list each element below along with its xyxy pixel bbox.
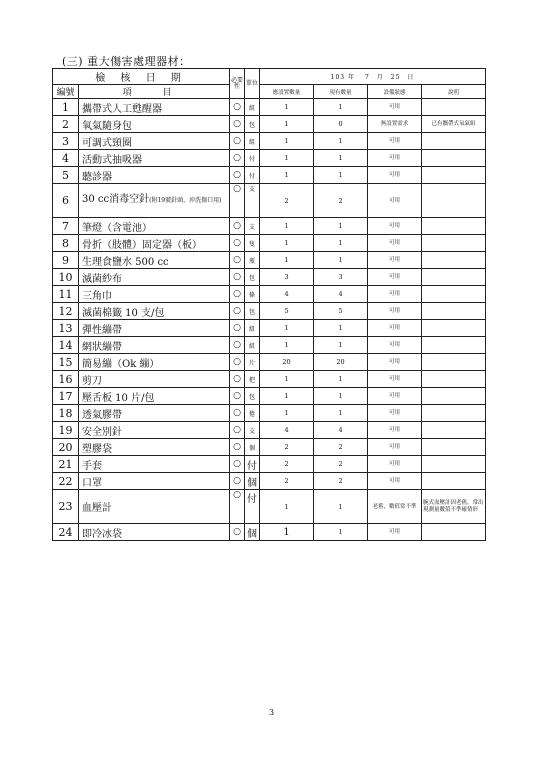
should-qty: 1 <box>260 371 314 388</box>
should-qty: 1 <box>260 490 314 524</box>
remark-cell <box>422 337 486 354</box>
table-row <box>53 218 486 235</box>
item-name: 壓舌板 10 片/包 <box>79 388 230 405</box>
should-qty: 1 <box>260 116 314 133</box>
status-cell: 可用 <box>368 456 422 473</box>
status-cell: 可用 <box>368 303 422 320</box>
unit-cell: 包 <box>245 116 260 133</box>
unit-cell: 付 <box>245 456 260 473</box>
table-row <box>53 99 486 116</box>
current-qty: 1 <box>314 320 368 337</box>
row-number: 13 <box>53 320 79 337</box>
status-cell: 可用 <box>368 320 422 337</box>
remark-cell <box>422 286 486 303</box>
item-header: 項 目 <box>79 85 230 99</box>
status-cell: 可用 <box>368 286 422 303</box>
current-qty: 1 <box>314 99 368 116</box>
required-mark: ○ <box>230 337 245 354</box>
remark-cell <box>422 184 486 218</box>
remark-cell <box>422 439 486 456</box>
section-heading: (三) 重大傷害處理器材： <box>62 55 191 68</box>
row-number: 7 <box>53 218 79 235</box>
status-cell: 可用 <box>368 99 422 116</box>
required-mark: ○ <box>230 99 245 116</box>
remark-cell <box>422 269 486 286</box>
item-name: 剪刀 <box>79 371 230 388</box>
unit-cell: 支 <box>245 218 260 235</box>
table-row <box>53 303 486 320</box>
status-cell: 可用 <box>368 388 422 405</box>
required-mark: ○ <box>230 150 245 167</box>
row-number: 5 <box>53 167 79 184</box>
required-mark: ○ <box>230 388 245 405</box>
current-qty: 1 <box>314 524 368 541</box>
required-mark: ○ <box>230 286 245 303</box>
should-qty: 5 <box>260 303 314 320</box>
status-cell: 可用 <box>368 439 422 456</box>
required-header: 必要性 <box>230 69 245 99</box>
item-name: 聽診器 <box>79 167 230 184</box>
remark-cell <box>422 235 486 252</box>
inspection-date: 103 年 7 月 25 日 <box>260 69 486 85</box>
item-name-note: (附19號針頭，沖洗傷口用) <box>149 197 222 204</box>
row-number: 18 <box>53 405 79 422</box>
number-header: 編號 <box>53 85 79 99</box>
remark-cell: 腕式血壓計因老舊，常出現測量數值不準確情形 <box>422 490 486 524</box>
current-qty: 2 <box>314 184 368 218</box>
current-qty: 2 <box>314 473 368 490</box>
table-row <box>53 388 486 405</box>
should-qty: 2 <box>260 473 314 490</box>
should-qty: 1 <box>260 320 314 337</box>
row-number: 17 <box>53 388 79 405</box>
remark-cell <box>422 524 486 541</box>
required-mark: ○ <box>230 490 245 524</box>
current-qty: 1 <box>314 218 368 235</box>
current-qty: 5 <box>314 303 368 320</box>
required-mark: ○ <box>230 167 245 184</box>
item-name: 三角巾 <box>79 286 230 303</box>
item-name: 網狀繃帶 <box>79 337 230 354</box>
current-qty: 2 <box>314 456 368 473</box>
current-qty: 4 <box>314 286 368 303</box>
status-cell: 老舊，數值常不準 <box>368 490 422 524</box>
item-name: 簡易繃（Ok 繃） <box>79 354 230 371</box>
status-cell: 可用 <box>368 405 422 422</box>
item-name: 彈性繃帶 <box>79 320 230 337</box>
status-cell: 可用 <box>368 524 422 541</box>
row-number: 10 <box>53 269 79 286</box>
table-row <box>53 269 486 286</box>
row-number: 19 <box>53 422 79 439</box>
unit-cell: 片 <box>245 354 260 371</box>
current-qty: 2 <box>314 439 368 456</box>
current-qty: 1 <box>314 252 368 269</box>
required-mark: ○ <box>230 456 245 473</box>
should-qty: 1 <box>260 150 314 167</box>
table-row <box>53 422 486 439</box>
table-row <box>53 337 486 354</box>
unit-cell: 支 <box>245 184 260 218</box>
table-row <box>53 252 486 269</box>
row-number: 3 <box>53 133 79 150</box>
status-cell: 可用 <box>368 133 422 150</box>
status-cell: 可用 <box>368 354 422 371</box>
remark-cell <box>422 456 486 473</box>
item-name: 透氣膠帶 <box>79 405 230 422</box>
current-qty: 1 <box>314 167 368 184</box>
item-name: 活動式抽吸器 <box>79 150 230 167</box>
status-cell: 可用 <box>368 167 422 184</box>
table-row <box>53 354 486 371</box>
unit-cell: 條 <box>245 286 260 303</box>
should-qty: 4 <box>260 286 314 303</box>
current-qty: 3 <box>314 269 368 286</box>
remark-cell <box>422 218 486 235</box>
current-qty: 1 <box>314 371 368 388</box>
current-qty: 1 <box>314 133 368 150</box>
remark-cell <box>422 473 486 490</box>
should-qty: 2 <box>260 439 314 456</box>
unit-cell: 付 <box>245 167 260 184</box>
status-cell: 可用 <box>368 252 422 269</box>
table-row <box>53 150 486 167</box>
row-number: 4 <box>53 150 79 167</box>
current-qty: 1 <box>314 490 368 524</box>
row-number: 12 <box>53 303 79 320</box>
unit-header: 單位 <box>245 69 260 99</box>
row-number: 6 <box>53 184 79 218</box>
unit-cell: 組 <box>245 320 260 337</box>
row-number: 14 <box>53 337 79 354</box>
required-mark: ○ <box>230 473 245 490</box>
item-name: 滅菌紗布 <box>79 269 230 286</box>
should-qty: 2 <box>260 456 314 473</box>
current-qty: 1 <box>314 405 368 422</box>
row-number: 20 <box>53 439 79 456</box>
status-cell: 可用 <box>368 337 422 354</box>
should-qty: 1 <box>260 167 314 184</box>
current-qty: 1 <box>314 388 368 405</box>
item-name: 生理食鹽水 500 cc <box>79 252 230 269</box>
remark-cell <box>422 303 486 320</box>
table-row <box>53 116 486 133</box>
remark-cell <box>422 371 486 388</box>
should-qty: 1 <box>260 405 314 422</box>
required-mark: ○ <box>230 320 245 337</box>
check-date-header: 檢 核 日 期 <box>53 69 230 85</box>
required-mark: ○ <box>230 218 245 235</box>
status-cell: 可用 <box>368 422 422 439</box>
required-mark: ○ <box>230 405 245 422</box>
item-name: 筆燈（含電池） <box>79 218 230 235</box>
remark-cell <box>422 252 486 269</box>
remark-cell <box>422 422 486 439</box>
required-mark: ○ <box>230 252 245 269</box>
should-qty-header: 應設置數量 <box>260 85 314 99</box>
row-number: 22 <box>53 473 79 490</box>
required-mark: ○ <box>230 269 245 286</box>
item-name: 血壓計 <box>79 490 230 524</box>
status-cell: 可用 <box>368 235 422 252</box>
table-row <box>53 405 486 422</box>
required-mark: ○ <box>230 439 245 456</box>
item-name: 安全別針 <box>79 422 230 439</box>
remark-cell <box>422 354 486 371</box>
item-name-cell <box>79 184 230 218</box>
should-qty: 2 <box>260 184 314 218</box>
remark-cell <box>422 99 486 116</box>
should-qty: 1 <box>260 337 314 354</box>
status-header: 設備狀態 <box>368 85 422 99</box>
current-qty: 1 <box>314 337 368 354</box>
should-qty: 1 <box>260 388 314 405</box>
unit-cell: 付 <box>245 150 260 167</box>
item-name: 攜帶式人工甦醒器 <box>79 99 230 116</box>
row-number: 21 <box>53 456 79 473</box>
remark-cell <box>422 133 486 150</box>
table-row <box>53 320 486 337</box>
unit-cell: 瓶 <box>245 252 260 269</box>
required-mark: ○ <box>230 371 245 388</box>
item-name: 即冷冰袋 <box>79 524 230 541</box>
should-qty: 20 <box>260 354 314 371</box>
unit-cell: 付 <box>245 490 260 524</box>
status-cell: 可用 <box>368 371 422 388</box>
row-number: 1 <box>53 99 79 116</box>
row-number: 8 <box>53 235 79 252</box>
remark-cell <box>422 167 486 184</box>
remark-cell <box>422 320 486 337</box>
required-mark: ○ <box>230 524 245 541</box>
unit-cell: 包 <box>245 388 260 405</box>
current-qty: 1 <box>314 150 368 167</box>
table-row <box>53 167 486 184</box>
required-mark: ○ <box>230 116 245 133</box>
unit-cell: 個 <box>245 524 260 541</box>
required-mark: ○ <box>230 354 245 371</box>
table-row <box>53 439 486 456</box>
item-name: 骨折（肢體）固定器（板） <box>79 235 230 252</box>
table-row <box>53 456 486 473</box>
current-qty: 4 <box>314 422 368 439</box>
remark-cell <box>422 405 486 422</box>
remark-cell <box>422 388 486 405</box>
should-qty: 1 <box>260 252 314 269</box>
should-qty: 1 <box>260 133 314 150</box>
table-row <box>53 286 486 303</box>
unit-cell: 捲 <box>245 405 260 422</box>
remark-cell <box>422 150 486 167</box>
item-name: 氧氣隨身包 <box>79 116 230 133</box>
item-name: 手套 <box>79 456 230 473</box>
remark-cell: 已有攜帶式氧氣組 <box>422 116 486 133</box>
should-qty: 1 <box>260 218 314 235</box>
row-number: 9 <box>53 252 79 269</box>
row-number: 15 <box>53 354 79 371</box>
row-number: 24 <box>53 524 79 541</box>
unit-cell: 把 <box>245 371 260 388</box>
current-qty: 1 <box>314 235 368 252</box>
table-row <box>53 524 486 541</box>
status-cell: 可用 <box>368 184 422 218</box>
unit-cell: 組 <box>245 337 260 354</box>
unit-cell: 包 <box>245 303 260 320</box>
unit-cell: 隻 <box>245 235 260 252</box>
row-number: 23 <box>53 490 79 524</box>
status-cell: 可用 <box>368 269 422 286</box>
table-row <box>53 490 486 524</box>
unit-cell: 支 <box>245 422 260 439</box>
required-mark: ○ <box>230 184 245 218</box>
row-number: 16 <box>53 371 79 388</box>
status-cell: 無設置需求 <box>368 116 422 133</box>
row-number: 11 <box>53 286 79 303</box>
status-cell: 可用 <box>368 218 422 235</box>
status-cell: 可用 <box>368 150 422 167</box>
status-cell: 可用 <box>368 473 422 490</box>
row-number: 2 <box>53 116 79 133</box>
current-qty: 0 <box>314 116 368 133</box>
current-qty-header: 現有數量 <box>314 85 368 99</box>
should-qty: 3 <box>260 269 314 286</box>
remark-header: 說明 <box>422 85 486 99</box>
should-qty: 4 <box>260 422 314 439</box>
table-row <box>53 133 486 150</box>
page-number: 3 <box>268 708 275 717</box>
should-qty: 1 <box>260 524 314 541</box>
required-mark: ○ <box>230 303 245 320</box>
item-name: 可調式頸圈 <box>79 133 230 150</box>
current-qty: 20 <box>314 354 368 371</box>
item-name: 滅菌棉籤 10 支/包 <box>79 303 230 320</box>
table-row <box>53 235 486 252</box>
equipment-table <box>52 68 486 541</box>
unit-cell: 包 <box>245 269 260 286</box>
unit-cell: 組 <box>245 99 260 116</box>
unit-cell: 個 <box>245 439 260 456</box>
table-row <box>53 371 486 388</box>
should-qty: 1 <box>260 99 314 116</box>
item-name: 30 cc消毒空針 <box>82 194 150 205</box>
required-mark: ○ <box>230 133 245 150</box>
item-name: 口罩 <box>79 473 230 490</box>
table-row <box>53 473 486 490</box>
unit-cell: 個 <box>245 473 260 490</box>
item-name: 塑膠袋 <box>79 439 230 456</box>
table-row <box>53 184 486 218</box>
should-qty: 1 <box>260 235 314 252</box>
unit-cell: 組 <box>245 133 260 150</box>
required-mark: ○ <box>230 235 245 252</box>
required-mark: ○ <box>230 422 245 439</box>
